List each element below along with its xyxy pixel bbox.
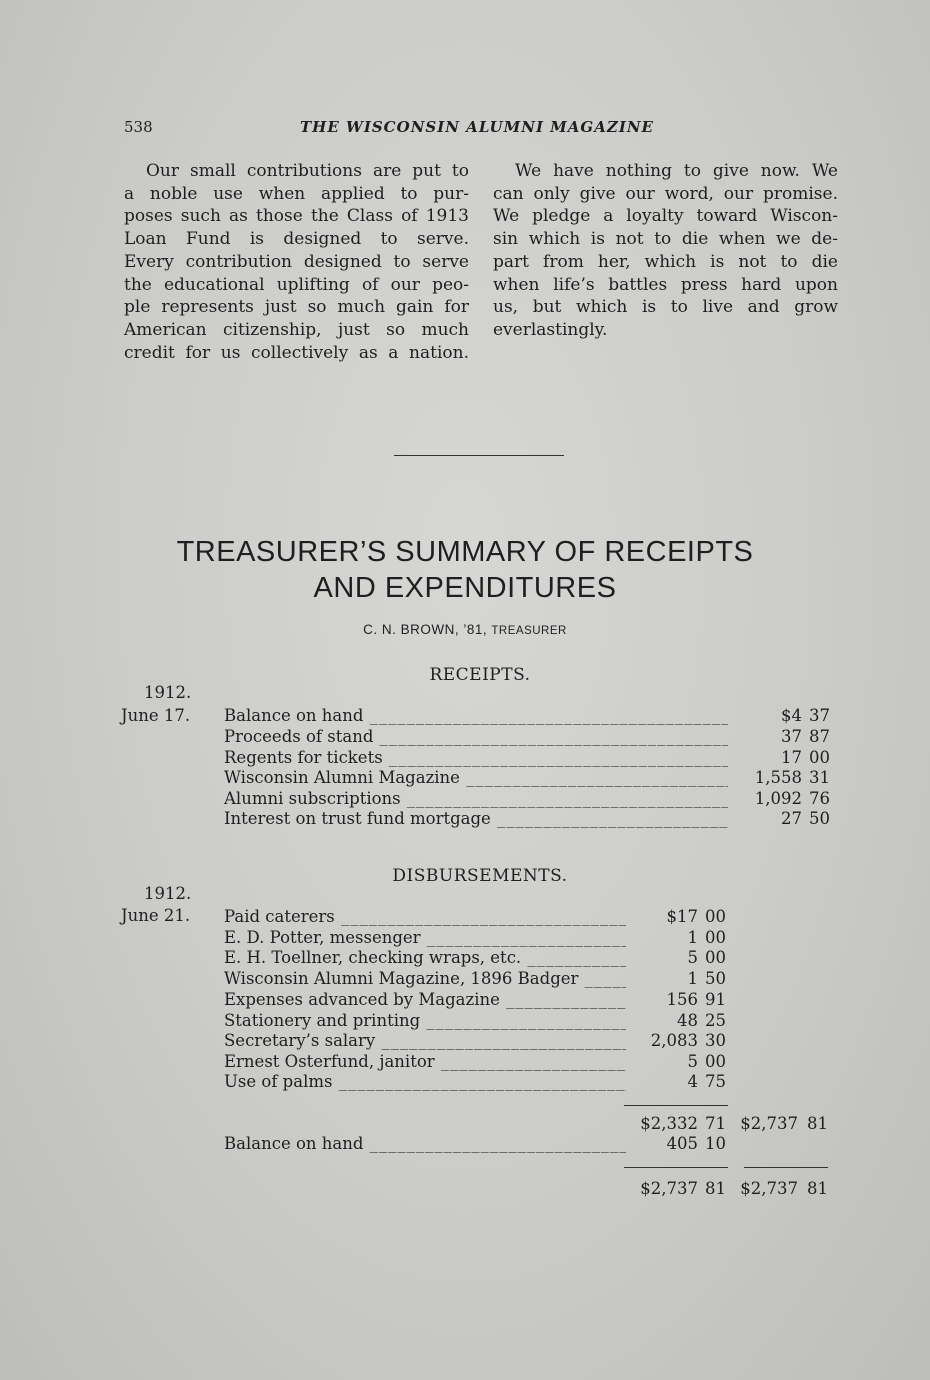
row-label: Balance on hand _____ <box>224 706 728 725</box>
table-row <box>0 907 930 928</box>
prose-line: credit for us collectively as a nation. <box>124 342 469 363</box>
balance-dollars: 405 <box>666 1134 698 1153</box>
prose-line: Loan Fund is designed to serve. <box>124 229 469 250</box>
row-dollars: $4 <box>781 706 802 725</box>
row-dollars: 2,083 <box>650 1031 698 1050</box>
subtotal-dollars: $2,332 <box>640 1114 698 1133</box>
row-cents: 00 <box>705 928 726 947</box>
row-cents: 76 <box>809 789 830 808</box>
report-title-line-1: TREASURER’S SUMMARY OF RECEIPTS <box>176 536 754 568</box>
row-label: Ernest Osterfund, janitor _____ <box>224 1052 626 1071</box>
row-label: Interest on trust fund mortgage _____ <box>224 809 728 828</box>
row-dollars: 5 <box>687 948 698 967</box>
row-label: Alumni subscriptions _____ <box>224 789 728 808</box>
row-label: Secretary’s salary _____ <box>224 1031 626 1050</box>
row-cents: 87 <box>809 727 830 746</box>
table-row <box>0 1031 930 1052</box>
table-row <box>0 727 930 748</box>
table-row <box>0 768 930 789</box>
receipts-total-dollars: $2,737 <box>740 1114 798 1133</box>
row-label: E. H. Toellner, checking wraps, etc. _____ <box>224 948 626 967</box>
row-dollars: 1,558 <box>754 768 802 787</box>
balance-cents: 10 <box>705 1134 726 1153</box>
prose-line: part from her, which is not to die <box>493 251 838 272</box>
table-row <box>0 948 930 969</box>
receipts-date: June 17. <box>121 706 191 725</box>
row-label: Wisconsin Alumni Magazine _____ <box>224 768 728 787</box>
table-row <box>0 969 930 990</box>
row-label: Expenses advanced by Magazine _____ <box>224 990 626 1009</box>
row-dollars: 37 <box>781 727 802 746</box>
prose-line: the educational uplifting of our peo- <box>124 274 469 295</box>
prose-line: American citizenship, just so much <box>124 319 469 340</box>
table-row <box>0 706 930 727</box>
row-dollars: $17 <box>666 907 698 926</box>
receipts-heading: RECEIPTS. <box>429 665 531 685</box>
table-row <box>0 1011 930 1032</box>
table-row <box>0 789 930 810</box>
prose-line: sin which is not to die when we de- <box>493 229 838 250</box>
table-row <box>0 990 930 1011</box>
row-cents: 00 <box>705 1052 726 1071</box>
prose-line: when life’s battles press hard upon <box>493 274 838 295</box>
row-label: Stationery and printing _____ <box>224 1011 626 1030</box>
prose-line: Every contribution designed to serve <box>124 251 469 272</box>
row-cents: 00 <box>705 948 726 967</box>
total-receipts-dollars: $2,737 <box>740 1179 798 1198</box>
total-cents: 81 <box>705 1179 726 1198</box>
running-head: THE WISCONSIN ALUMNI MAGAZINE <box>300 118 654 136</box>
prose-line: can only give our word, our promise. <box>493 183 838 204</box>
row-label: Paid caterers _____ <box>224 907 626 926</box>
row-label: Use of palms _____ <box>224 1072 626 1091</box>
row-dollars: 1 <box>687 969 698 988</box>
row-dollars: 27 <box>781 809 802 828</box>
row-dollars: 5 <box>687 1052 698 1071</box>
report-title-line-2: AND EXPENDITURES <box>313 572 617 604</box>
total-receipts-cents: 81 <box>807 1179 828 1198</box>
prose-right-column <box>493 160 838 342</box>
section-divider <box>394 455 564 456</box>
row-dollars: 1,092 <box>754 789 802 808</box>
row-cents: 37 <box>809 706 830 725</box>
row-dollars: 17 <box>781 748 802 767</box>
row-cents: 50 <box>809 809 830 828</box>
row-cents: 30 <box>705 1031 726 1050</box>
total-rule-right <box>744 1167 828 1168</box>
receipts-year: 1912. <box>144 683 192 702</box>
prose-left-column <box>124 160 469 364</box>
table-row <box>0 928 930 949</box>
row-dollars: 156 <box>666 990 698 1009</box>
prose-line: We pledge a loyalty toward Wiscon- <box>493 206 838 227</box>
prose-line: everlastingly. <box>493 319 608 340</box>
subtotal-rule <box>624 1105 728 1106</box>
page-number: 538 <box>124 118 153 136</box>
row-dollars: 4 <box>687 1072 698 1091</box>
prose-line: We have nothing to give now. We <box>515 161 838 181</box>
table-row <box>0 1052 930 1073</box>
row-label: Wisconsin Alumni Magazine, 1896 Badger _____ <box>224 969 626 988</box>
table-row <box>0 748 930 769</box>
row-cents: 00 <box>705 907 726 926</box>
row-cents: 75 <box>705 1072 726 1091</box>
prose-line: ple represents just so much gain for <box>124 297 469 318</box>
prose-line: poses such as those the Class of 1913 <box>124 206 469 227</box>
row-label: E. D. Potter, messenger _____ <box>224 928 626 947</box>
subtotal-row <box>0 1114 930 1135</box>
disbursements-heading: DISBURSEMENTS. <box>392 866 568 886</box>
subtotal-cents: 71 <box>705 1114 726 1133</box>
row-dollars: 48 <box>677 1011 698 1030</box>
byline-role: TREASURER <box>491 625 567 637</box>
total-dollars: $2,737 <box>640 1179 698 1198</box>
row-cents: 50 <box>705 969 726 988</box>
table-row <box>0 1072 930 1093</box>
balance-row <box>0 1134 930 1155</box>
table-row <box>0 809 930 830</box>
row-cents: 25 <box>705 1011 726 1030</box>
disbursements-year: 1912. <box>144 884 192 903</box>
row-cents: 91 <box>705 990 726 1009</box>
row-label: Regents for tickets _____ <box>224 748 728 767</box>
prose-line: Our small contributions are put to <box>146 161 469 181</box>
receipts-total-cents: 81 <box>807 1114 828 1133</box>
row-dollars: 1 <box>687 928 698 947</box>
disbursements-date: June 21. <box>121 906 191 925</box>
total-rule <box>624 1167 728 1168</box>
row-cents: 31 <box>809 768 830 787</box>
byline-name: C. N. BROWN, ’81, <box>363 622 492 637</box>
total-row <box>0 1179 930 1200</box>
row-cents: 00 <box>809 748 830 767</box>
balance-label: Balance on hand _____ <box>224 1134 626 1153</box>
report-byline <box>0 622 930 637</box>
prose-line: a noble use when applied to pur- <box>124 183 469 204</box>
row-label: Proceeds of stand _____ <box>224 727 728 746</box>
prose-line: us, but which is to live and grow <box>493 297 838 318</box>
